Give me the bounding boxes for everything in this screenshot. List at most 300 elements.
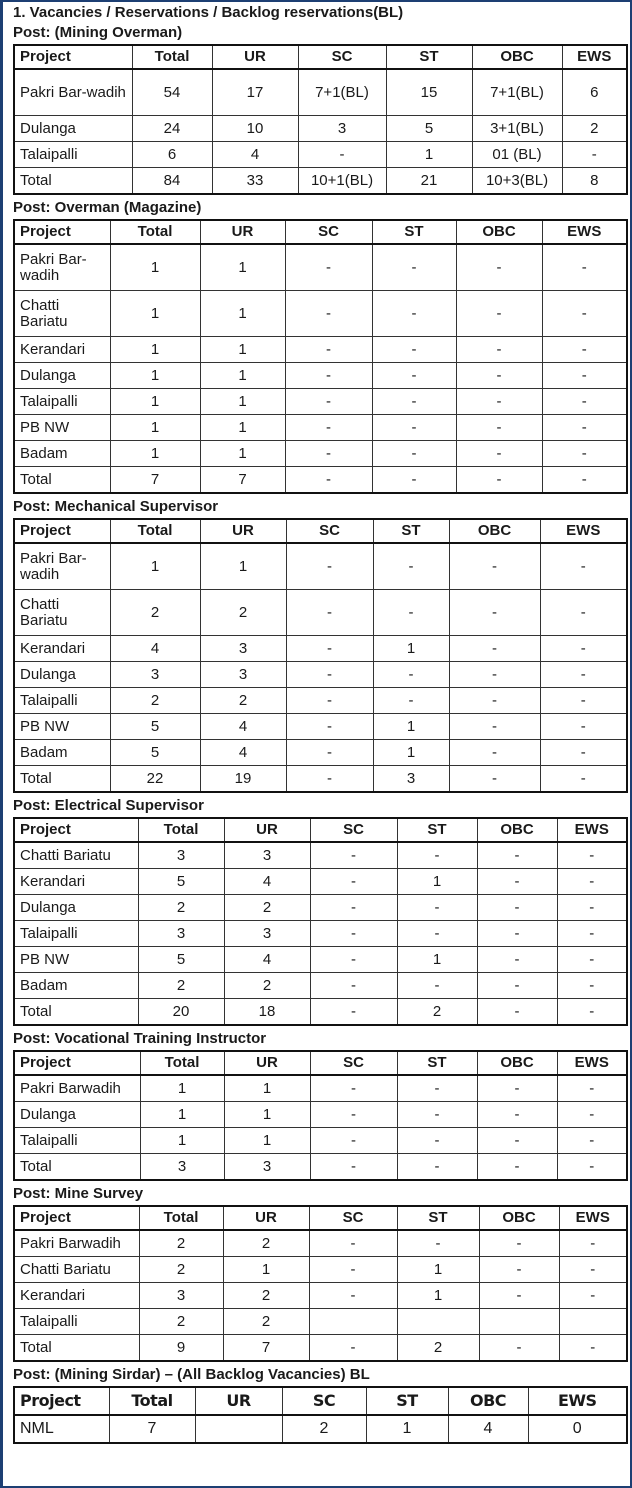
table-row <box>14 1128 627 1154</box>
section-title: Post: Vocational Training Instructor <box>13 1030 267 1047</box>
value-cell: 4 <box>110 636 200 662</box>
column-header: OBC <box>479 1206 559 1230</box>
project-cell: Kerandari <box>14 636 110 662</box>
value-cell: - <box>373 688 449 714</box>
value-cell: - <box>540 662 627 688</box>
value-cell: 1 <box>200 244 285 291</box>
project-cell: Total <box>14 168 132 195</box>
total-row <box>14 1154 627 1181</box>
value-cell: 2 <box>200 688 286 714</box>
value-cell: - <box>286 636 373 662</box>
project-cell: Talaipalli <box>14 389 110 415</box>
value-cell: 1 <box>140 1128 224 1154</box>
project-cell: Badam <box>14 740 110 766</box>
value-cell: 1 <box>397 869 477 895</box>
value-cell: - <box>373 590 449 636</box>
vacancy-table <box>13 1205 628 1362</box>
value-cell: - <box>479 1257 559 1283</box>
value-cell: - <box>285 467 372 494</box>
column-header: UR <box>223 1206 309 1230</box>
value-cell: 3 <box>200 662 286 688</box>
table-row <box>14 389 627 415</box>
column-header: UR <box>195 1387 282 1415</box>
value-cell: - <box>456 467 542 494</box>
sections-container <box>13 24 625 1444</box>
value-cell: - <box>286 766 373 793</box>
value-cell: - <box>542 244 627 291</box>
value-cell: 1 <box>110 415 200 441</box>
value-cell: - <box>540 714 627 740</box>
vacancy-table <box>13 817 628 1026</box>
value-cell: - <box>557 921 627 947</box>
value-cell: 4 <box>212 142 298 168</box>
value-cell: - <box>449 714 540 740</box>
value-cell: 01 (BL) <box>472 142 562 168</box>
column-header: OBC <box>449 519 540 543</box>
value-cell: - <box>559 1283 627 1309</box>
project-cell: Kerandari <box>14 869 138 895</box>
column-header: Project <box>14 519 110 543</box>
value-cell: 7 <box>109 1415 195 1443</box>
value-cell: - <box>540 636 627 662</box>
project-cell: Talaipalli <box>14 688 110 714</box>
value-cell: 20 <box>138 999 224 1026</box>
column-header: SC <box>309 1206 397 1230</box>
table-row <box>14 142 627 168</box>
column-header: Total <box>110 220 200 244</box>
column-header: UR <box>200 519 286 543</box>
value-cell: 2 <box>397 999 477 1026</box>
value-cell: - <box>557 1128 627 1154</box>
value-cell: - <box>285 415 372 441</box>
value-cell: - <box>540 766 627 793</box>
value-cell: 3 <box>373 766 449 793</box>
value-cell: - <box>309 1335 397 1362</box>
project-cell: Talaipalli <box>14 1309 139 1335</box>
vacancy-table <box>13 1050 628 1181</box>
table-row <box>14 921 627 947</box>
value-cell: - <box>477 1128 557 1154</box>
value-cell: 3 <box>110 662 200 688</box>
value-cell: - <box>286 543 373 590</box>
project-cell: Chatti Bariatu <box>14 842 138 869</box>
column-header: EWS <box>557 818 627 842</box>
value-cell: - <box>542 467 627 494</box>
value-cell: - <box>557 1102 627 1128</box>
section-title: Post: Mine Survey <box>13 1185 144 1202</box>
value-cell: 2 <box>223 1283 309 1309</box>
value-cell: 1 <box>373 636 449 662</box>
value-cell: - <box>449 636 540 662</box>
value-cell: - <box>542 415 627 441</box>
value-cell: - <box>310 842 397 869</box>
value-cell: 2 <box>139 1309 223 1335</box>
value-cell: - <box>285 389 372 415</box>
table-header-row <box>14 818 627 842</box>
project-cell: Dulanga <box>14 1102 140 1128</box>
table-row <box>14 1257 627 1283</box>
total-row <box>14 168 627 195</box>
project-cell: Total <box>14 1335 139 1362</box>
column-header: ST <box>397 818 477 842</box>
value-cell: 2 <box>397 1335 479 1362</box>
value-cell: - <box>286 740 373 766</box>
value-cell <box>559 1309 627 1335</box>
value-cell: 18 <box>224 999 310 1026</box>
value-cell: 1 <box>200 389 285 415</box>
value-cell: - <box>310 1075 397 1102</box>
value-cell: 1 <box>110 363 200 389</box>
table-header-row <box>14 1051 627 1075</box>
value-cell: - <box>449 662 540 688</box>
value-cell: 2 <box>139 1257 223 1283</box>
table-row <box>14 69 627 116</box>
value-cell: - <box>456 363 542 389</box>
column-header: OBC <box>448 1387 528 1415</box>
value-cell: 5 <box>386 116 472 142</box>
value-cell: 8 <box>562 168 627 195</box>
value-cell: - <box>557 869 627 895</box>
total-row <box>14 467 627 494</box>
project-cell: Total <box>14 766 110 793</box>
value-cell: - <box>397 921 477 947</box>
value-cell: 4 <box>224 869 310 895</box>
column-header: SC <box>282 1387 366 1415</box>
vacancy-table <box>13 219 628 494</box>
value-cell: - <box>286 688 373 714</box>
value-cell: 1 <box>110 291 200 337</box>
column-header: SC <box>298 45 386 69</box>
column-header: SC <box>285 220 372 244</box>
section-title: Post: Mechanical Supervisor <box>13 498 219 515</box>
value-cell: - <box>540 543 627 590</box>
value-cell: 5 <box>110 740 200 766</box>
value-cell: 17 <box>212 69 298 116</box>
column-header: Total <box>109 1387 195 1415</box>
value-cell: 1 <box>110 244 200 291</box>
table-row <box>14 337 627 363</box>
column-header: SC <box>286 519 373 543</box>
column-header: EWS <box>542 220 627 244</box>
column-header: Total <box>110 519 200 543</box>
value-cell <box>397 1309 479 1335</box>
value-cell: - <box>477 973 557 999</box>
table-row <box>14 1102 627 1128</box>
project-cell: Chatti Bariatu <box>14 590 110 636</box>
value-cell: - <box>540 688 627 714</box>
value-cell: - <box>372 441 456 467</box>
column-header: ST <box>397 1051 477 1075</box>
value-cell: - <box>557 1075 627 1102</box>
value-cell: - <box>456 441 542 467</box>
value-cell: 3+1(BL) <box>472 116 562 142</box>
value-cell: 3 <box>138 921 224 947</box>
value-cell: - <box>479 1283 559 1309</box>
table-row <box>14 1309 627 1335</box>
project-cell: NML <box>14 1415 109 1443</box>
value-cell: 2 <box>200 590 286 636</box>
project-cell: Chatti Bariatu <box>14 1257 139 1283</box>
value-cell <box>309 1309 397 1335</box>
value-cell: - <box>310 1128 397 1154</box>
value-cell: - <box>477 869 557 895</box>
value-cell: - <box>397 1154 477 1181</box>
table-row <box>14 688 627 714</box>
project-cell: Talaipalli <box>14 142 132 168</box>
value-cell: - <box>397 1102 477 1128</box>
table-row <box>14 543 627 590</box>
column-header: Project <box>14 45 132 69</box>
table-row <box>14 842 627 869</box>
section-title: Post: Overman (Magazine) <box>13 199 202 216</box>
value-cell: - <box>542 337 627 363</box>
value-cell: 2 <box>139 1230 223 1257</box>
value-cell: - <box>372 291 456 337</box>
value-cell: 6 <box>132 142 212 168</box>
value-cell: 15 <box>386 69 472 116</box>
value-cell: - <box>310 973 397 999</box>
value-cell: 1 <box>386 142 472 168</box>
value-cell: - <box>372 389 456 415</box>
column-header: ST <box>372 220 456 244</box>
value-cell: - <box>479 1230 559 1257</box>
value-cell: - <box>310 1154 397 1181</box>
value-cell: 10+1(BL) <box>298 168 386 195</box>
value-cell: - <box>540 590 627 636</box>
value-cell: - <box>397 973 477 999</box>
value-cell: 84 <box>132 168 212 195</box>
value-cell: 24 <box>132 116 212 142</box>
value-cell: 2 <box>224 895 310 921</box>
value-cell: 21 <box>386 168 472 195</box>
value-cell: 10+3(BL) <box>472 168 562 195</box>
value-cell: 1 <box>200 337 285 363</box>
table-row <box>14 895 627 921</box>
value-cell: 1 <box>200 415 285 441</box>
project-cell: Badam <box>14 973 138 999</box>
value-cell: 1 <box>397 1283 479 1309</box>
value-cell: 3 <box>140 1154 224 1181</box>
value-cell: - <box>286 714 373 740</box>
value-cell: - <box>309 1257 397 1283</box>
table-row <box>14 1230 627 1257</box>
value-cell: 1 <box>200 543 286 590</box>
value-cell: - <box>559 1230 627 1257</box>
table-row <box>14 363 627 389</box>
table-row <box>14 116 627 142</box>
value-cell: 7 <box>200 467 285 494</box>
column-header: Total <box>138 818 224 842</box>
value-cell: 1 <box>110 389 200 415</box>
project-cell: PB NW <box>14 714 110 740</box>
column-header: EWS <box>562 45 627 69</box>
project-cell: Kerandari <box>14 337 110 363</box>
value-cell: - <box>372 467 456 494</box>
table-header-row <box>14 220 627 244</box>
value-cell: - <box>397 895 477 921</box>
table-row <box>14 1075 627 1102</box>
table-row <box>14 415 627 441</box>
value-cell: - <box>373 662 449 688</box>
value-cell: 7+1(BL) <box>298 69 386 116</box>
value-cell: - <box>449 543 540 590</box>
value-cell: 2 <box>223 1230 309 1257</box>
table-row <box>14 740 627 766</box>
value-cell: 3 <box>200 636 286 662</box>
column-header: EWS <box>540 519 627 543</box>
value-cell: - <box>477 1102 557 1128</box>
project-cell: Dulanga <box>14 363 110 389</box>
project-cell: Pakri Barwadih <box>14 1230 139 1257</box>
column-header: Project <box>14 818 138 842</box>
value-cell: 1 <box>224 1128 310 1154</box>
value-cell: 3 <box>139 1283 223 1309</box>
value-cell: - <box>286 590 373 636</box>
project-cell: Pakri Bar-wadih <box>14 244 110 291</box>
table-row <box>14 441 627 467</box>
project-cell: Badam <box>14 441 110 467</box>
value-cell: 22 <box>110 766 200 793</box>
project-cell: Dulanga <box>14 662 110 688</box>
value-cell: 7 <box>110 467 200 494</box>
column-header: Project <box>14 1387 109 1415</box>
value-cell: 5 <box>110 714 200 740</box>
value-cell: 1 <box>397 1257 479 1283</box>
value-cell: 10 <box>212 116 298 142</box>
section-title: Post: (Mining Sirdar) – (All Backlog Vacancies) BL <box>13 1366 370 1383</box>
value-cell: 1 <box>224 1102 310 1128</box>
vacancy-table <box>13 1386 628 1444</box>
value-cell: - <box>310 895 397 921</box>
column-header: OBC <box>477 1051 557 1075</box>
value-cell: - <box>456 337 542 363</box>
value-cell: - <box>477 895 557 921</box>
value-cell: 0 <box>528 1415 627 1443</box>
column-header: OBC <box>456 220 542 244</box>
value-cell: - <box>310 1102 397 1128</box>
value-cell: - <box>449 766 540 793</box>
value-cell: - <box>310 999 397 1026</box>
column-header: OBC <box>472 45 562 69</box>
value-cell: - <box>557 999 627 1026</box>
value-cell: 1 <box>397 947 477 973</box>
table-header-row <box>14 45 627 69</box>
value-cell: - <box>285 291 372 337</box>
column-header: UR <box>224 1051 310 1075</box>
value-cell: 3 <box>138 842 224 869</box>
vacancy-table <box>13 518 628 793</box>
value-cell: - <box>477 947 557 973</box>
table-header-row <box>14 1387 627 1415</box>
project-cell: Talaipalli <box>14 921 138 947</box>
project-cell: Talaipalli <box>14 1128 140 1154</box>
value-cell: 1 <box>140 1075 224 1102</box>
value-cell: - <box>285 244 372 291</box>
value-cell: 7 <box>223 1335 309 1362</box>
value-cell: - <box>559 1257 627 1283</box>
value-cell: 2 <box>562 116 627 142</box>
value-cell: 7+1(BL) <box>472 69 562 116</box>
section-title: Post: (Mining Overman) <box>13 24 183 41</box>
value-cell: - <box>557 947 627 973</box>
value-cell: - <box>397 842 477 869</box>
value-cell: 1 <box>110 337 200 363</box>
value-cell: 3 <box>224 842 310 869</box>
total-row <box>14 766 627 793</box>
value-cell: 2 <box>138 973 224 999</box>
column-header: SC <box>310 818 397 842</box>
value-cell: 1 <box>366 1415 448 1443</box>
table-row <box>14 244 627 291</box>
value-cell: 19 <box>200 766 286 793</box>
column-header: SC <box>310 1051 397 1075</box>
column-header: UR <box>224 818 310 842</box>
table-header-row <box>14 519 627 543</box>
value-cell: - <box>456 415 542 441</box>
column-header: ST <box>373 519 449 543</box>
value-cell: 3 <box>298 116 386 142</box>
value-cell: 2 <box>110 688 200 714</box>
table-row <box>14 947 627 973</box>
value-cell: - <box>557 895 627 921</box>
value-cell: - <box>562 142 627 168</box>
column-header: EWS <box>559 1206 627 1230</box>
value-cell: 1 <box>200 291 285 337</box>
value-cell: 33 <box>212 168 298 195</box>
project-cell: PB NW <box>14 947 138 973</box>
column-header: Project <box>14 1051 140 1075</box>
value-cell: 3 <box>224 1154 310 1181</box>
value-cell: 1 <box>224 1075 310 1102</box>
project-cell: Total <box>14 1154 140 1181</box>
value-cell: 5 <box>138 947 224 973</box>
value-cell: 1 <box>200 441 285 467</box>
value-cell: 9 <box>139 1335 223 1362</box>
value-cell: 1 <box>373 714 449 740</box>
value-cell: - <box>286 662 373 688</box>
project-cell: Pakri Barwadih <box>14 1075 140 1102</box>
value-cell: - <box>557 842 627 869</box>
value-cell: - <box>477 921 557 947</box>
value-cell: 1 <box>110 543 200 590</box>
value-cell: - <box>542 291 627 337</box>
value-cell: - <box>397 1128 477 1154</box>
table-row <box>14 1415 627 1443</box>
value-cell: - <box>542 363 627 389</box>
value-cell: - <box>310 921 397 947</box>
value-cell <box>479 1309 559 1335</box>
value-cell: - <box>557 1154 627 1181</box>
table-row <box>14 714 627 740</box>
value-cell: - <box>477 1154 557 1181</box>
table-header-row <box>14 1206 627 1230</box>
table-row <box>14 869 627 895</box>
value-cell: - <box>456 244 542 291</box>
column-header: ST <box>397 1206 479 1230</box>
value-cell: - <box>372 415 456 441</box>
value-cell: - <box>477 842 557 869</box>
column-header: Project <box>14 220 110 244</box>
value-cell: 4 <box>448 1415 528 1443</box>
value-cell: - <box>477 999 557 1026</box>
project-cell: Total <box>14 999 138 1026</box>
value-cell: - <box>397 1075 477 1102</box>
project-cell: Total <box>14 467 110 494</box>
value-cell: - <box>542 389 627 415</box>
project-cell: Pakri Bar-wadih <box>14 69 132 116</box>
value-cell: 1 <box>140 1102 224 1128</box>
column-header: Project <box>14 1206 139 1230</box>
